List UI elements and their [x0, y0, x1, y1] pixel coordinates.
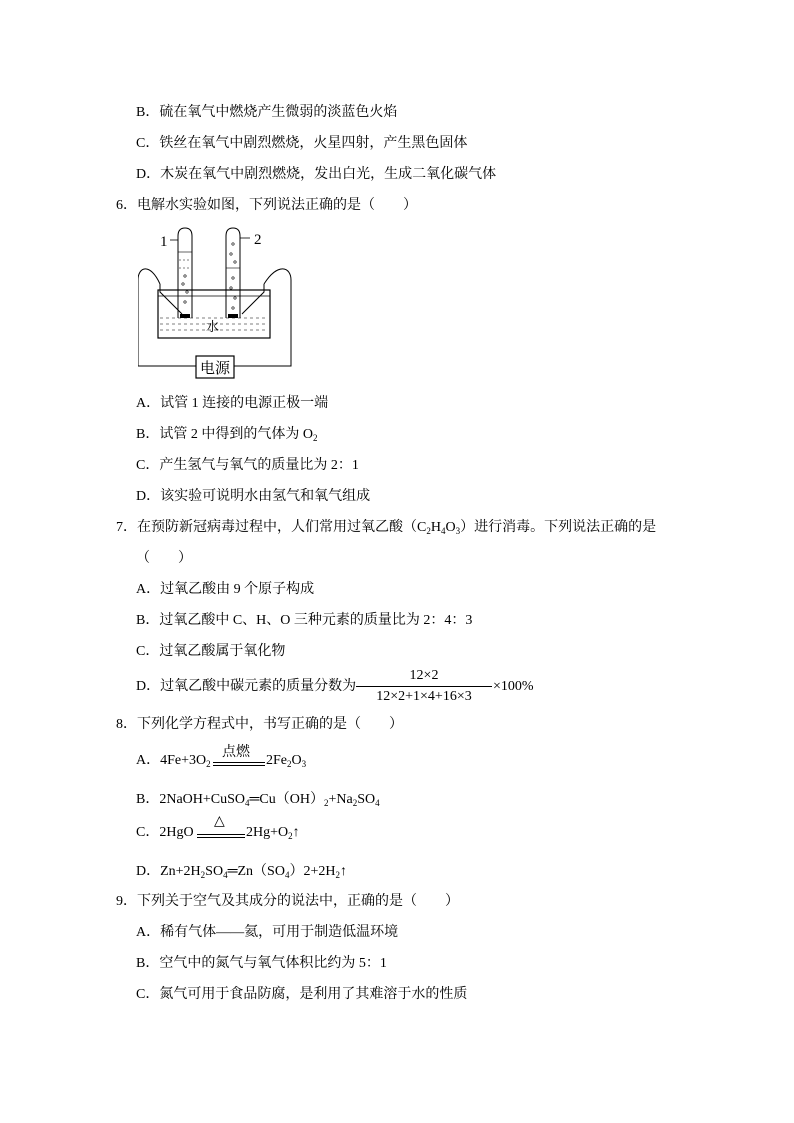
- q5-option-c: C．铁丝在氧气中剧烈燃烧，火星四射，产生黑色固体: [136, 136, 468, 151]
- q7-fraction-bar: [356, 686, 492, 687]
- tube-2-label: 2: [254, 232, 262, 248]
- q8-option-d: D．$Zn+2H_2SO_4═Zn(SO_4)2+2H_2↑$: [136, 864, 347, 880]
- q8-a-equals: [213, 762, 265, 766]
- q8-option-c-product: $2Hg+O_2↑$: [246, 825, 300, 841]
- q5-option-b: B．硫在氧气中燃烧产生微弱的淡蓝色火焰: [136, 105, 398, 120]
- q8-a-condition: 点燃: [222, 744, 250, 760]
- q6-option-b: B．试管 2 中得到的气体为 $O_2$: [136, 427, 318, 443]
- q8-stem: 8．下列化学方程式中，书写正确的是（ ）: [116, 717, 403, 732]
- q6-option-c: C．产生氢气与氧气的质量比为 2：1: [136, 458, 359, 473]
- q7-stem: 7．在预防新冠病毒过程中，人们常用过氧乙酸$(C_2H_4O_3)$进行消毒。下列说法正确的是: [116, 520, 657, 536]
- q9-stem: 9．下列关于空气及其成分的说法中，正确的是（ ）: [116, 894, 459, 909]
- q6-option-a: A．试管 1 连接的电源正极一端: [136, 396, 329, 411]
- q8-option-b: B．$2NaOH+CuSO_4═Cu(OH)_2+Na_2SO_4$: [136, 792, 380, 808]
- q7-option-c: C．过氧乙酸属于氧化物: [136, 644, 286, 659]
- q7-option-d-percent: ×100%: [493, 679, 534, 694]
- q9-option-b: B．空气中的氮气与氧气体积比约为 5：1: [136, 956, 387, 971]
- q7-fraction-denominator: 12×2+1×4+16×3: [376, 689, 472, 704]
- q7-fraction-numerator: 12×2: [409, 668, 439, 683]
- q7-option-a: A．过氧乙酸由 9 个原子构成: [136, 582, 315, 597]
- q8-c-equals: [197, 834, 245, 838]
- q9-option-c: C．氮气可用于食品防腐，是利用了其难溶于水的性质: [136, 987, 468, 1002]
- q6-stem: 6．电解水实验如图，下列说法正确的是（ ）: [116, 198, 417, 213]
- q8-option-a-product: $2Fe_2O_3$: [266, 753, 307, 769]
- q8-option-a: A．$4Fe+3O_2$: [136, 753, 211, 769]
- q7-stem-paren: （ ）: [136, 551, 192, 566]
- q6-option-d: D．该实验可说明水由氢气和氧气组成: [136, 489, 371, 504]
- q7-option-d-text: D．过氧乙酸中碳元素的质量分数为: [136, 679, 357, 694]
- power-source-label: 电源: [200, 359, 231, 377]
- q5-option-d: D．木炭在氧气中剧烈燃烧，发出白光，生成二氧化碳气体: [136, 167, 497, 182]
- q9-option-a: A．稀有气体——氦，可用于制造低温环境: [136, 925, 399, 940]
- tube-1-label: 1: [160, 234, 168, 250]
- q7-option-b: B．过氧乙酸中 C、H、O 三种元素的质量比为 2：4：3: [136, 613, 473, 628]
- q8-c-condition: △: [214, 814, 225, 829]
- electrolysis-diagram: [138, 222, 292, 382]
- water-label: 水: [206, 320, 220, 335]
- q8-option-c: C．2HgO: [136, 825, 194, 840]
